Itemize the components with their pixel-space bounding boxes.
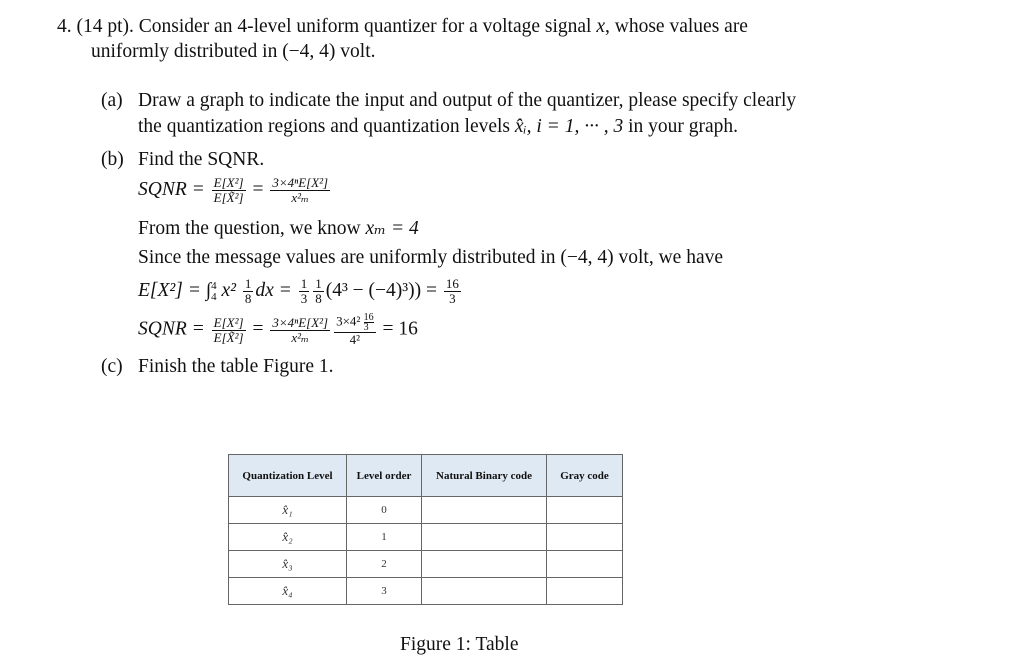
sqnr-result: = 16 — [382, 318, 418, 340]
quantization-table — [228, 454, 623, 605]
binary-cell — [422, 578, 547, 605]
binary-cell — [422, 551, 547, 578]
part-a-line2 — [138, 115, 738, 139]
problem-text-end: , whose values are — [605, 16, 748, 37]
sqnr-formula-2 — [138, 313, 418, 347]
xm-equation: xₘ = 4 — [365, 218, 419, 239]
numerator: 3×4ⁿE[X²] — [272, 175, 329, 190]
from-text: From the question, we know — [138, 218, 361, 239]
table-header-row — [229, 455, 623, 497]
numerator: 1 — [315, 276, 322, 291]
table-row — [229, 524, 623, 551]
lower-limit: 4 — [211, 290, 217, 303]
fraction — [444, 277, 461, 306]
fraction — [313, 277, 324, 306]
denominator: 3 — [300, 291, 308, 306]
problem-number: 4. — [57, 16, 72, 37]
var-x: x — [596, 16, 606, 37]
numerator: 3×4ⁿE[X²] — [272, 314, 329, 330]
gray-cell — [547, 524, 623, 551]
header-natural-binary: Natural Binary code — [422, 455, 547, 497]
denominator: 3 — [449, 291, 456, 306]
problem-text: (14 pt). Consider an 4-level uniform quantizer for a voltage signal — [76, 16, 592, 37]
equals: = — [252, 178, 264, 200]
order-cell: 3 — [347, 578, 422, 605]
numerator: 3×4² — [336, 313, 361, 329]
upper-limit: 4 — [211, 279, 217, 292]
order-cell: 0 — [347, 497, 422, 524]
equals: = — [252, 318, 264, 340]
levels-math: x̂ᵢ, i = 1, ··· , 3 — [514, 116, 624, 137]
since-line: Since the message values are uniformly distributed in (−4, 4) volt, we have — [138, 247, 724, 268]
denominator: x²ₘ — [291, 329, 310, 345]
denominator-inner: 3 — [363, 322, 369, 333]
numerator: 16 — [445, 276, 459, 291]
numerator: 1 — [244, 276, 252, 291]
fraction — [243, 277, 254, 306]
numerator: 1 — [300, 276, 308, 291]
gray-cell — [547, 497, 623, 524]
from-question-line — [138, 217, 419, 241]
part-a-line1: Draw a graph to indicate the input and output of the quantizer, please specify clearly — [138, 90, 797, 111]
numerator-inner: 16 — [363, 312, 374, 323]
table-row — [229, 551, 623, 578]
gray-cell — [547, 578, 623, 605]
numerator: E[X²] — [213, 314, 244, 330]
fraction — [334, 313, 375, 347]
gray-cell — [547, 551, 623, 578]
sqnr-formula-1 — [138, 176, 332, 205]
level-cell: x̂₄ — [229, 578, 347, 605]
header-quantization-level: Quantization Level — [229, 455, 347, 497]
denominator: E[X̃²] — [213, 190, 244, 205]
binary-cell — [422, 497, 547, 524]
order-cell: 1 — [347, 524, 422, 551]
paren-expression: (4³ − (−4)³)) = — [325, 279, 437, 301]
fraction — [270, 176, 330, 205]
fraction — [212, 176, 246, 205]
denominator: 8 — [315, 291, 322, 306]
figure-caption: Figure 1: Table — [400, 634, 519, 655]
sqnr-label: SQNR = — [138, 318, 205, 340]
problem-statement-line2: uniformly distributed in (−4, 4) volt. — [91, 41, 376, 62]
denominator: x²ₘ — [291, 190, 310, 205]
level-cell: x̂₃ — [229, 551, 347, 578]
expectation-formula — [138, 277, 463, 306]
x-squared: x² — [221, 279, 236, 301]
part-a-label: (a) — [101, 90, 123, 111]
part-b-title: Find the SQNR. — [138, 149, 265, 170]
denominator: 4² — [349, 332, 361, 347]
header-gray-code: Gray code — [547, 455, 623, 497]
table-row — [229, 578, 623, 605]
header-level-order: Level order — [347, 455, 422, 497]
level-cell: x̂₁ — [229, 497, 347, 524]
order-cell: 2 — [347, 551, 422, 578]
part-b-label: (b) — [101, 149, 124, 170]
numerator: E[X²] — [213, 175, 244, 190]
part-c-text: Finish the table Figure 1. — [138, 356, 334, 377]
integral-limits — [211, 281, 217, 303]
level-cell: x̂₂ — [229, 524, 347, 551]
fraction — [212, 316, 246, 345]
denominator: E[X̃²] — [213, 329, 244, 345]
table-row — [229, 497, 623, 524]
part-a-text-end: in your graph. — [623, 116, 739, 137]
sqnr-label: SQNR = — [138, 178, 205, 200]
ex2-lhs: E[X²] = ∫ — [138, 279, 212, 301]
part-a-text: the quantization regions and quantization levels — [138, 116, 511, 137]
fraction — [270, 316, 330, 345]
problem-statement-line1 — [57, 15, 748, 39]
denominator: 8 — [244, 291, 252, 306]
dx: dx = — [255, 279, 292, 301]
binary-cell — [422, 524, 547, 551]
part-c-label: (c) — [101, 356, 123, 377]
fraction — [299, 277, 310, 306]
